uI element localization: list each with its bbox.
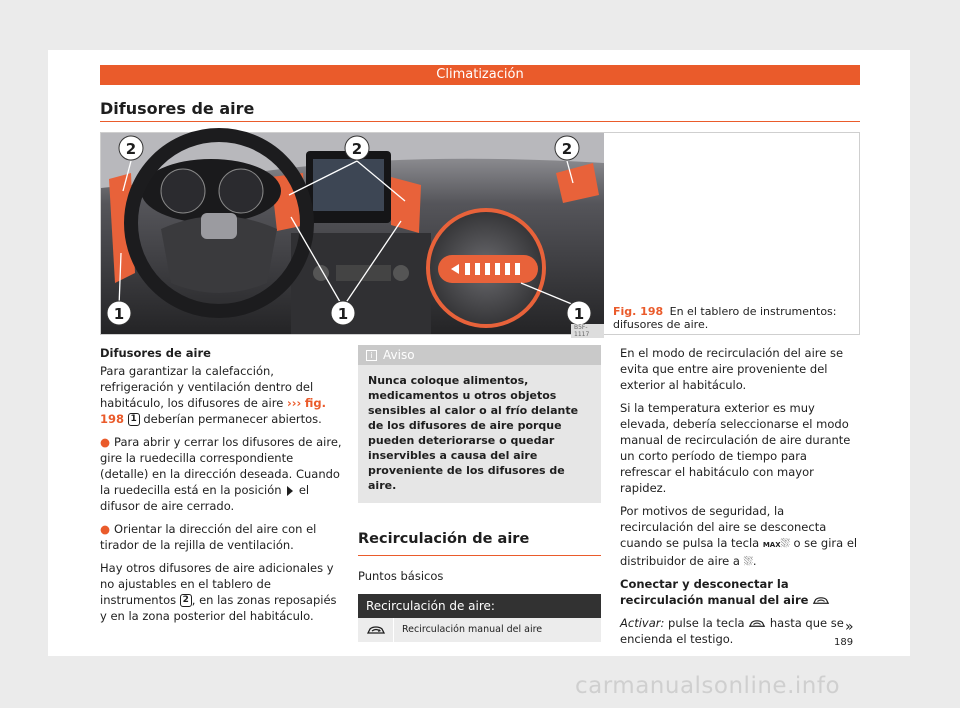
bullet-1-end: el difusor de aire cerrado. (100, 483, 310, 513)
recirculation-heading: Recirculación de aire (358, 531, 601, 556)
car-recirculation-icon (748, 619, 766, 629)
col3-p4-end: hasta que se encienda el testigo. (620, 616, 844, 646)
col1-paragraph-1 (100, 363, 345, 427)
notice-text: Nunca coloque alimentos, medicamentos u otros objetos sensibles al calor o al frío delante de los difusores de aire porque pueden deteriorarse o quedar inservibles a causa del aire proveniente de los difusores de aire. (368, 374, 579, 492)
info-icon: i (366, 350, 377, 361)
car-recirculation-icon (358, 618, 394, 642)
callout-2-left: 2 (125, 140, 137, 158)
table-header: Recirculación de aire: (358, 594, 601, 618)
figure-caption (613, 305, 853, 331)
col3-paragraph-1: En el modo de recirculación del aire se evita que entre aire proveniente del exterior al habitáculo. (620, 346, 844, 392)
defrost-icon: ⛆ (780, 536, 790, 550)
column-3 (620, 345, 860, 654)
figure-label: Fig. 198 (613, 305, 664, 318)
figure-198 (100, 132, 860, 338)
col3-p4-text: pulse la tecla (668, 616, 745, 630)
figure-code: B5F-1117 (571, 324, 604, 338)
col1-p2-text: Hay otros difusores de aire adicionales y no ajustables en el tablero de instrumentos (100, 561, 334, 607)
activate-label: Activar: (620, 616, 665, 630)
col3-p3-mid: o se gira el distribuidor de aire a (620, 536, 858, 568)
bullet-icon: ● (100, 522, 111, 536)
title-divider (100, 121, 860, 122)
bullet-1-text: Para abrir y cerrar los difusores de aire, gire la ruedecilla correspondiente (detalle) en la dirección deseada. Cuando la ruedecilla está en la posición (100, 435, 342, 497)
callout-1-right: 1 (573, 305, 585, 323)
col3-paragraph-4 (620, 615, 860, 647)
basics-subheading: Puntos básicos (358, 569, 444, 583)
dashboard-photo (101, 133, 604, 338)
ref-arrows: ››› (286, 396, 302, 410)
col1-bullet-1 (100, 434, 345, 514)
col3-p3-end: . (752, 554, 757, 568)
dashboard-illustration (101, 133, 604, 334)
col3-paragraph-3 (620, 503, 860, 569)
windshield-icon: ⛆ (743, 554, 753, 568)
col1-bullet-2 (100, 521, 345, 553)
column-1 (100, 345, 345, 631)
continue-marker: » (845, 619, 854, 635)
col3-paragraph-2: Si la temperatura exterior es muy elevada, debería seleccionarse el modo manual de recirculación de aire durante un corto período de tiempo para refrescar el habitáculo con mayor rapidez. (620, 401, 851, 495)
col1-p2-end: , en las zonas reposapiés y en la zona posterior del habitáculo. (100, 593, 337, 623)
callout-2-right: 2 (561, 140, 573, 158)
col1-paragraph-2 (100, 560, 345, 624)
bullet-2-text: Orientar la dirección del aire con el tirador de la rejilla de ventilación. (100, 522, 317, 552)
watermark: carmanualsonline.info (575, 673, 841, 699)
table-cell: Recirculación manual del aire (402, 624, 543, 635)
notice-header (358, 345, 601, 365)
section-title: Difusores de aire (100, 99, 255, 118)
figure-caption-text: En el tablero de instrumentos: difusores de aire. (613, 305, 837, 331)
col1-p1-end: deberían permanecer abiertos. (143, 412, 322, 426)
max-key-label: MAX (762, 541, 781, 549)
bullet-icon: ● (100, 435, 111, 449)
col3-subheading-text: Conectar y desconectar la recirculación manual del aire (620, 577, 809, 607)
notice-title: Aviso (383, 348, 415, 362)
col3-subheading (620, 576, 860, 608)
callout-1-center: 1 (337, 305, 349, 323)
column-2 (358, 345, 601, 642)
chapter-header: Climatización (100, 65, 860, 85)
page-number: 189 (834, 637, 854, 648)
notice-box (358, 345, 601, 503)
callout-2-center: 2 (351, 140, 363, 158)
table-row (358, 618, 601, 642)
col1-p1-text: Para garantizar la calefacción, refrigeración y ventilación dentro del habitáculo, los difusores de aire (100, 364, 314, 410)
ref-number-1: 1 (128, 413, 140, 426)
ref-number-2: 2 (180, 594, 192, 607)
figure-ref-link[interactable]: fig. 198 (100, 396, 326, 426)
col3-p3-text: Por motivos de seguridad, la recirculación del aire se desconecta cuando se pulsa la tecla (620, 504, 827, 550)
car-recirculation-icon (812, 596, 830, 606)
col1-heading: Difusores de aire (100, 346, 211, 360)
callout-1-left: 1 (113, 305, 125, 323)
closed-position-icon (287, 486, 293, 496)
